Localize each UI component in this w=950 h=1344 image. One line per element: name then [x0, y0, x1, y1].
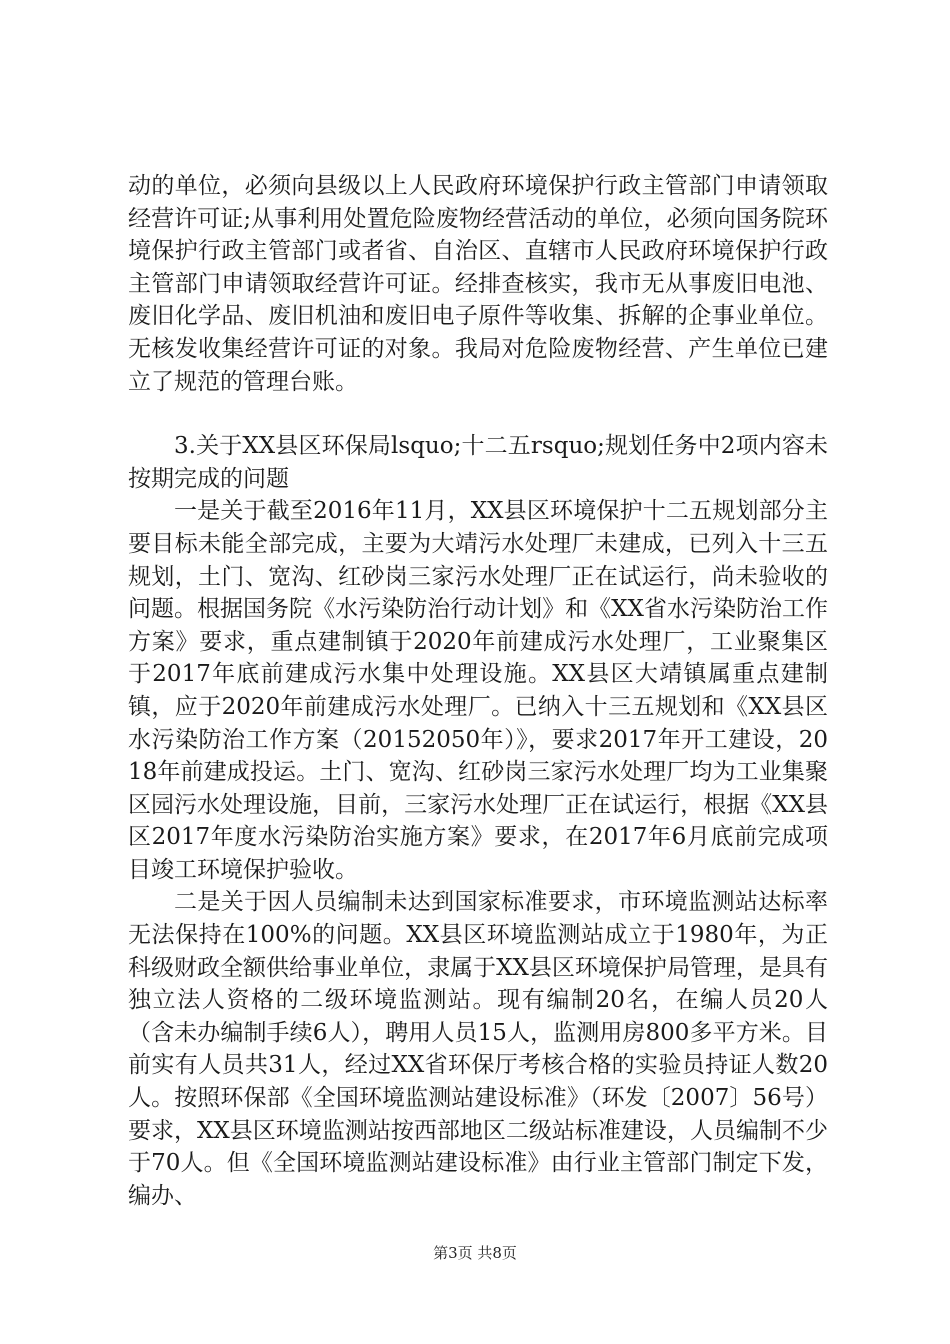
paragraph-item-one: 一是关于截至2016年11月，XX县区环境保护十二五规划部分主要目标未能全部完成，主要为大靖污水处理厂未建成，已列入十三五规划，土门、宽沟、红砂岗三家污水处理厂正在试运行，尚未验收的问题。根据国务院《水污染防治行动计划》和《XX省水污染防治工作方案》要求，重点建制镇于2020年前建成污水处理厂，工业聚集区于2017年底前建成污水集中处理设施。XX县区大靖镇属重点建制镇，应于2020年前建成污水处理厂。已纳入十三五规划和《XX县区水污染防治工作方案（20152050年）》，要求2017年开工建设，2018年前建成投运。土门、宽沟、红砂岗三家污水处理厂均为工业集聚区园污水处理设施，目前，三家污水处理厂正在试运行，根据《XX县区2017年度水污染防治实施方案》要求，在2017年6月底前完成项目竣工环境保护验收。: [128, 498, 828, 883]
paragraph-continuation: 动的单位，必须向县级以上人民政府环境保护行政主管部门申请领取经营许可证;从事利用处置危险废物经营活动的单位，必须向国务院环境保护行政主管部门或者省、自治区、直辖市人民政府环境保护行政主管部门申请领取经营许可证。经排查核实，我市无从事废旧电池、废旧化学品、废旧机油和废旧电子原件等收集、拆解的企事业单位。无核发收集经营许可证的对象。我局对危险废物经营、产生单位已建立了规范的管理台账。: [128, 173, 828, 395]
document-body: [128, 170, 828, 1212]
page-number-footer: 第3页 共8页: [433, 1244, 517, 1262]
section-heading-3: 3.关于XX县区环保局lsquo;十二五rsquo;规划任务中2项内容未按期完成的问题: [128, 433, 828, 492]
paragraph-item-two: 二是关于因人员编制未达到国家标准要求，市环境监测站达标率无法保持在100%的问题。XX县区环境监测站成立于1980年，为正科级财政全额供给事业单位，隶属于XX县区环境保护局管理，是具有独立法人资格的二级环境监测站。现有编制20名，在编人员20人（含未办编制手续6人），聘用人员15人，监测用房800多平方米。目前实有人员共31人，经过XX省环保厅考核合格的实验员持证人数20人。按照环保部《全国环境监测站建设标准》（环发〔2007〕56号）要求，XX县区环境监测站按西部地区二级站标准建设，人员编制不少于70人。但《全国环境监测站建设标准》由行业主管部门制定下发，编办、: [128, 889, 828, 1209]
